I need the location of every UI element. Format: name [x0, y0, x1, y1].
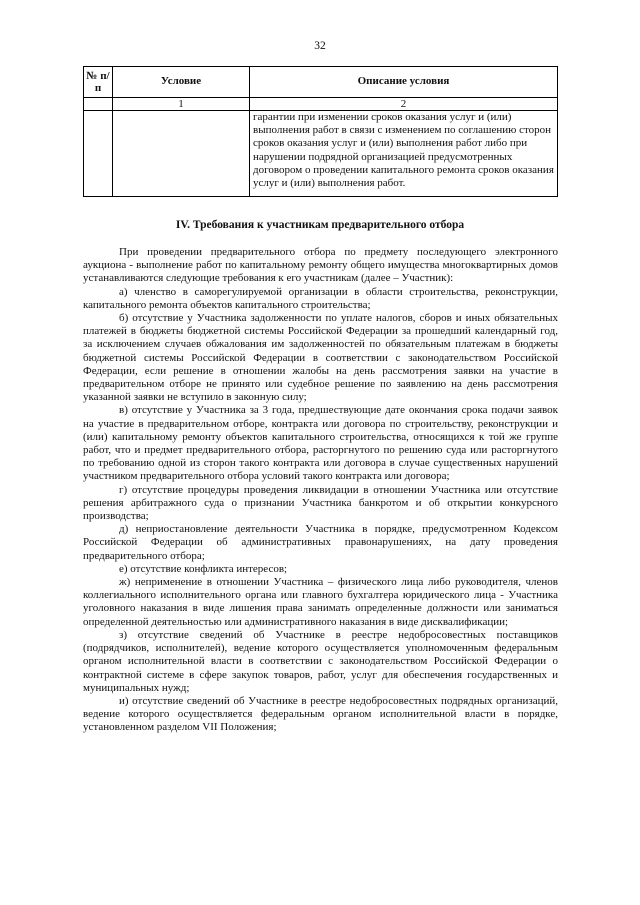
requirement-v: в) отсутствие у Участника за 3 года, предшествующие дате окончания срока подачи заявок на участие в предварительном отборе, контракта или договора по строительству, реконструкции и (или) капитальному ремонту объектов капитального строительства, относящихся к той же группе работ, что и предмет предварительного отбора, расторгнутого по решению суда или расторгнутого по требованию одной из сторон такого контракта или договора в случае существенных нарушений участником предварительного отбора условий такого контракта или договора;	[83, 404, 558, 483]
header-num: № п/п	[84, 67, 113, 98]
page-number: 32	[314, 40, 326, 52]
requirement-d: д) неприостановление деятельности Участника в порядке, предусмотренном Кодексом Российской Федерации об административных правонарушениях, на дату проведения предварительного отбора;	[83, 523, 558, 562]
colnum-2: 2	[250, 98, 558, 111]
requirement-a: а) членство в саморегулируемой организации в области строительства, реконструкции, капитального ремонта объектов капитального строительства;	[83, 285, 558, 311]
requirement-b: б) отсутствие у Участника задолженности по уплате налогов, сборов и иных обязательных платежей в бюджеты бюджетной системы Российской Федерации за прошедший календарный год, за исключением случаев обжалования им задолженностей по обязательным платежам в бюджеты бюджетной системы Российской Федерации в соответствии с законодательством Российской Федерации, если решение в отношении жалобы на день рассмотрения заявки на участие в предварительном отборе не принято или судебное решение по заявлению на день рассмотрения указанной заявки не вступило в законную силу;	[83, 312, 558, 404]
table-row	[84, 111, 558, 197]
requirements-body	[83, 246, 558, 735]
table-colnum-row	[84, 98, 558, 111]
row-num	[84, 111, 113, 197]
header-description: Описание условия	[250, 67, 558, 98]
section-title: IV. Требования к участникам предварительного отбора	[175, 219, 465, 231]
colnum-empty	[84, 98, 113, 111]
conditions-table	[83, 66, 558, 197]
requirement-e: е) отсутствие конфликта интересов;	[119, 562, 288, 575]
header-condition: Условие	[113, 67, 250, 98]
colnum-1: 1	[113, 98, 250, 111]
requirement-i: и) отсутствие сведений об Участнике в реестре недобросовестных подрядных организаций, ведение которого осуществляется федеральным органом исполнительной власти в порядке, установленном разделом VII Положения;	[83, 694, 558, 734]
requirement-g: г) отсутствие процедуры проведения ликвидации в отношении Участника или отсутствие решения арбитражного суда о признании Участника банкротом и об открытии конкурсного производства;	[83, 483, 558, 523]
row-condition	[113, 111, 250, 197]
intro-paragraph: При проведении предварительного отбора по предмету последующего электронного аукциона - выполнение работ по капитальному ремонту общего имущества многоквартирных домов устанавливаются следующие требования к его участникам (далее – Участник):	[83, 246, 558, 285]
row-description: гарантии при изменении сроков оказания услуг и (или) выполнения работ в связи с изменением по соглашению сторон сроков оказания услуг и (или) выполнения работ либо при нарушении подрядной организацией предусмотренных договором о проведении капитального ремонта сроков оказания услуг и (или) выполнения работ.	[250, 111, 558, 197]
requirement-zh: ж) неприменение в отношении Участника – физического лица либо руководителя, членов коллегиального исполнительного органа или главного бухгалтера юридического лица - Участника уголовного наказания в виде лишения права занимать определенные должности или заниматься определенной деятельностью или административного наказания в виде дисквалификации;	[83, 576, 558, 628]
requirement-z: з) отсутствие сведений об Участнике в реестре недобросовестных поставщиков (подрядчиков, исполнителей), ведение которого осуществляется уполномоченным федеральным органом исполнительной власти в соответствии с законодательством Российской Федерации о контрактной системе в сфере закупок товаров, работ, услуг для обеспечения государственных и муниципальных нужд;	[83, 628, 558, 694]
table-header-row	[84, 67, 558, 98]
